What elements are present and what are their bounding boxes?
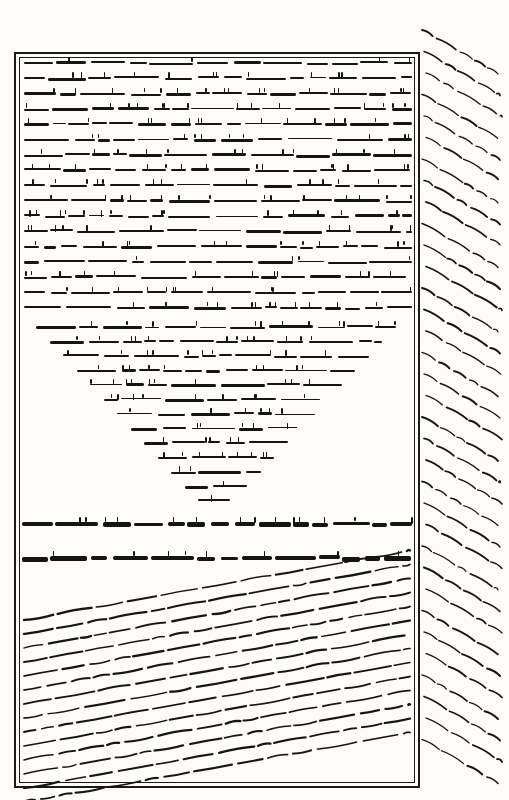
margin-text-stroke xyxy=(488,455,498,461)
margin-text-stroke xyxy=(460,52,472,59)
margin-text-stroke xyxy=(452,282,473,294)
margin-text-stroke xyxy=(475,275,485,281)
margin-text-stroke xyxy=(497,93,500,95)
margin-text-stroke xyxy=(438,104,458,116)
margin-text-stroke xyxy=(447,258,456,263)
margin-text-stroke xyxy=(422,224,445,237)
margin-text-stroke xyxy=(437,619,448,625)
margin-text-stroke xyxy=(422,546,431,551)
margin-text-stroke xyxy=(448,239,469,251)
margin-text-stroke xyxy=(499,481,500,482)
margin-text-stroke xyxy=(457,200,466,205)
margin-text-stroke xyxy=(491,155,500,160)
margin-text-stroke xyxy=(469,421,479,427)
margin-text-stroke xyxy=(424,697,446,710)
margin-text-stroke xyxy=(500,115,502,117)
margin-text-stroke xyxy=(479,83,495,92)
margin-text-stroke xyxy=(440,428,454,436)
margin-text-stroke xyxy=(463,396,477,404)
margin-text-stroke xyxy=(447,343,461,351)
margin-text-stroke xyxy=(424,245,445,257)
margin-text-stroke xyxy=(440,384,458,394)
margin-text-stroke xyxy=(475,295,497,308)
margin-text-stroke xyxy=(445,471,455,477)
margin-text-stroke xyxy=(479,127,498,138)
margin-text-stroke xyxy=(470,574,492,587)
margin-text-stroke xyxy=(470,530,488,541)
margin-text-stroke xyxy=(466,548,489,561)
margin-text-stroke xyxy=(464,506,479,515)
margin-text-stroke xyxy=(424,374,437,381)
margin-text-stroke xyxy=(483,602,500,612)
margin-text-stroke xyxy=(493,329,498,332)
margin-text-stroke xyxy=(437,38,456,49)
margin-text-stroke xyxy=(472,317,491,328)
margin-text-stroke xyxy=(476,146,487,152)
margin-text-stroke xyxy=(426,202,441,211)
margin-text-stroke xyxy=(458,567,466,572)
margin-text-stroke xyxy=(459,265,472,272)
margin-text-stroke xyxy=(453,628,475,641)
margin-text-stroke xyxy=(475,61,485,67)
margin-text-stroke xyxy=(463,352,484,364)
margin-text-stroke xyxy=(492,498,502,504)
margin-text-stroke xyxy=(459,479,475,489)
margin-text-stroke xyxy=(457,437,465,442)
margin-text-stroke xyxy=(437,684,446,689)
margin-text-stroke xyxy=(424,632,437,639)
margin-text-stroke xyxy=(485,711,498,719)
margin-text-stroke xyxy=(467,443,485,454)
margin-text-stroke xyxy=(426,331,442,340)
margin-text-stroke xyxy=(426,396,442,405)
margin-text-stroke xyxy=(470,380,478,385)
margin-text-stroke xyxy=(444,83,453,88)
margin-text-stroke xyxy=(435,187,454,198)
margin-text-stroke xyxy=(487,669,500,676)
margin-text-stroke xyxy=(490,348,500,354)
margin-text-stroke xyxy=(470,679,486,688)
margin-text-stroke xyxy=(458,71,475,81)
margin-text-stroke xyxy=(422,95,435,103)
margin-text-stroke xyxy=(424,181,433,186)
margin-text-stroke xyxy=(437,297,452,305)
margin-text-stroke xyxy=(491,239,500,244)
margin-text-stroke xyxy=(491,562,502,569)
margin-text-stroke xyxy=(435,123,454,134)
margin-text-stroke xyxy=(465,184,473,189)
margin-text-stroke xyxy=(470,703,482,710)
margin-text-stroke xyxy=(492,542,500,547)
margin-text-stroke xyxy=(477,191,487,197)
margin-text-stroke xyxy=(478,643,498,655)
margin-text-stroke xyxy=(478,490,490,497)
margin-text-stroke xyxy=(426,460,443,470)
margin-text-stroke xyxy=(439,641,460,653)
margin-text-stroke xyxy=(426,654,446,666)
margin-text-stroke xyxy=(433,553,454,565)
margin-text-stroke xyxy=(424,310,444,321)
margin-text-stroke xyxy=(487,281,500,289)
margin-text-stroke xyxy=(449,711,468,722)
margin-text-stroke xyxy=(422,740,439,750)
margin-text-stroke xyxy=(471,724,485,732)
margin-text-stroke xyxy=(439,362,449,368)
margin-text-stroke xyxy=(450,691,467,701)
margin-text-stroke xyxy=(471,208,487,217)
margin-text-stroke xyxy=(488,734,500,741)
margin-text-stroke xyxy=(422,482,432,488)
margin-text-stroke xyxy=(437,446,454,456)
margin-text-stroke xyxy=(464,159,483,170)
margin-text-stroke xyxy=(422,288,434,295)
margin-text-stroke xyxy=(426,589,448,602)
margin-text-stroke xyxy=(426,267,449,280)
margin-text-stroke xyxy=(454,371,466,378)
margin-text-stroke xyxy=(426,138,440,146)
margin-text-stroke xyxy=(487,68,498,74)
margin-text-stroke xyxy=(422,611,434,618)
margin-text-stroke xyxy=(446,580,461,588)
margin-text-stroke xyxy=(473,745,494,757)
margin-text-stroke xyxy=(483,106,496,114)
margin-text-stroke xyxy=(441,751,463,764)
margin-text-stroke xyxy=(462,654,483,666)
margin-text-stroke xyxy=(455,307,470,316)
margin-text-stroke xyxy=(451,603,473,616)
margin-text-stroke xyxy=(442,534,462,545)
margin-text-stroke xyxy=(488,262,498,268)
margin-text-stroke xyxy=(424,52,442,62)
margin-text-stroke xyxy=(461,117,476,126)
margin-text-stroke xyxy=(468,766,483,774)
margin-text-stroke xyxy=(452,733,470,743)
margin-text-stroke xyxy=(466,225,487,237)
margin-text-stroke xyxy=(483,473,496,481)
margin-text-stroke xyxy=(499,308,502,310)
margin-text-stroke xyxy=(481,387,498,397)
margin-text-stroke xyxy=(487,777,498,783)
margin-text-stroke xyxy=(491,199,498,203)
margin-text-stroke xyxy=(465,333,487,346)
margin-text-stroke xyxy=(424,568,443,579)
margin-text-stroke xyxy=(482,516,498,525)
margin-text-stroke xyxy=(491,219,500,224)
margin-text-stroke xyxy=(440,170,462,183)
margin-text-stroke xyxy=(448,323,462,331)
margin-text-stroke xyxy=(487,173,498,180)
margin-text-stroke xyxy=(422,417,438,426)
margin-text-stroke xyxy=(464,591,481,601)
margin-text-stroke xyxy=(497,759,502,762)
margin-text-stroke xyxy=(422,675,435,682)
margin-text-stroke xyxy=(459,136,472,144)
margin-text-stroke xyxy=(424,116,432,121)
margin-text-stroke xyxy=(426,718,448,731)
margin-text-stroke xyxy=(424,439,433,444)
margin-text-stroke xyxy=(422,353,435,361)
margin-text-stroke xyxy=(444,148,461,158)
margin-text-stroke xyxy=(424,503,445,515)
margin-text-stroke xyxy=(477,619,486,624)
margin-text-stroke xyxy=(458,458,479,470)
margin-text-stroke xyxy=(449,667,466,677)
margin-text-stroke xyxy=(447,516,466,527)
margin-text-stroke xyxy=(443,212,463,223)
margin-text-stroke xyxy=(483,429,502,440)
margin-text-stroke xyxy=(480,406,500,418)
margin-text-stroke xyxy=(489,625,502,633)
margin-text-stroke xyxy=(447,407,468,419)
margin-text-stroke xyxy=(451,498,461,504)
margin-text-stroke xyxy=(494,588,498,590)
margin-text-stroke xyxy=(458,91,481,104)
margin-text-stroke xyxy=(489,690,502,697)
margin-text-stroke xyxy=(422,159,437,168)
margin-text-stroke xyxy=(436,490,446,496)
margin-text-stroke xyxy=(446,64,456,70)
margin-text-stroke xyxy=(426,73,439,81)
margin-text-stroke xyxy=(473,253,484,259)
margin-text-stroke xyxy=(422,30,433,36)
margin-text-stroke xyxy=(426,525,438,532)
margin-text-stroke xyxy=(487,366,501,374)
